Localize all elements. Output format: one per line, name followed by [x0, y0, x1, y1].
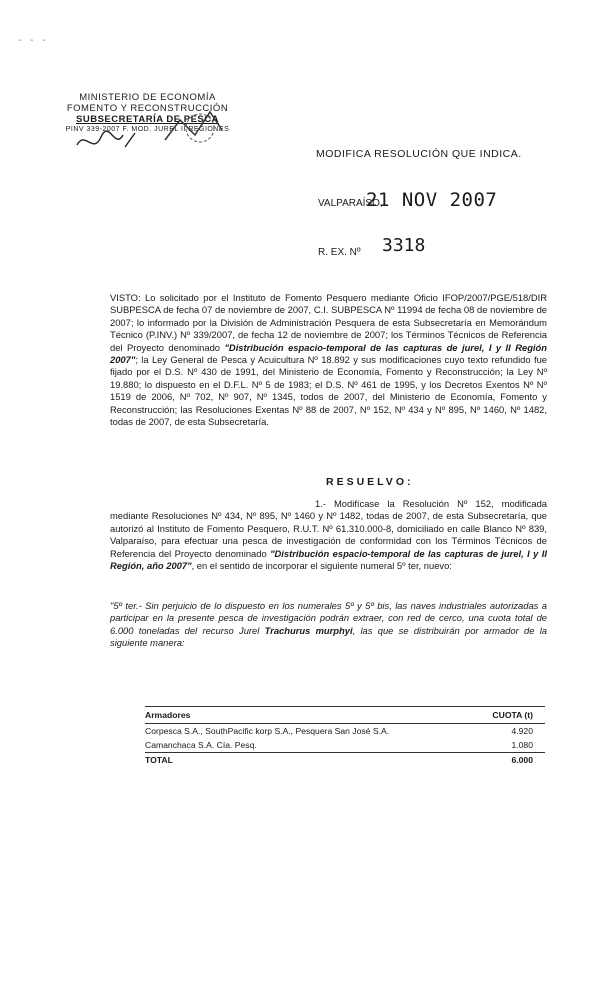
- resuelvo-heading: RESUELVO:: [326, 476, 414, 488]
- point-1-text-2: , en el sentido de incorporar el siguiente numeral 5º ter, nuevo:: [191, 560, 452, 572]
- resolution-number: 3318: [382, 235, 426, 256]
- resolution-number-label: R. EX. Nº: [318, 247, 361, 258]
- cuota-value: 4.920: [511, 726, 533, 736]
- stamp-line-4: PINV 339-2007 F. MOD. JUREL II REGIONES: [65, 126, 230, 133]
- armador-name: Camanchaca S.A. Cía. Pesq.: [145, 740, 257, 750]
- point-1-text: 1.- Modifícase la Resolución Nº 152, modificada mediante Resoluciones Nº 434, Nº 895, Nº 1460 y Nº 1482, todas de 2007, de esta Subsecretaría, que autorizó al Instituto de Fomento Pesquero, R.U.T. Nº 61.310.000-8, domiciliado en calle Blanco Nº 839, Valparaíso, para efectuar una pesca de investigación de conformidad con los Términos Técnicos de Referencia del Proyecto denominado: [110, 498, 547, 559]
- point-1-paragraph: [110, 498, 547, 572]
- header-armadores: Armadores: [145, 710, 191, 720]
- visto-label: VISTO:: [110, 292, 141, 303]
- species-name: Trachurus murphyi: [264, 624, 353, 636]
- numeral-5-ter-text: [110, 600, 547, 650]
- stamp-line-1: MINISTERIO DE ECONOMÍA: [79, 92, 216, 103]
- official-seal-icon: [160, 100, 230, 160]
- date-stamp: 21 NOV 2007: [366, 189, 498, 211]
- visto-text: Lo solicitado por el Instituto de Fomento Pesquero mediante Oficio IFOP/2007/PGE/518/DIR SUBPESCA de fecha 07 de noviembre de 2007, C.I. SUBPESCA Nº 11994 de fecha 08 de noviembre de 2007; lo informado por la División de Administración Pesquera de esta Subsecretaría en Memorándum Técnico (P.INV.) Nº 339/2007, de fecha 12 de noviembre de 2007; los Términos Técnicos de Referencia del Proyecto denominado: [110, 292, 547, 353]
- table-row: [145, 724, 545, 738]
- visto-paragraph: [110, 292, 547, 428]
- table-header: [145, 706, 545, 724]
- armador-name: Corpesca S.A., SouthPacific korp S.A., Pesquera San José S.A.: [145, 726, 390, 736]
- visto-text-2: ; la Ley General de Pesca y Acuicultura Nº 18.892 y sus modificaciones cuyo texto refundido fue fijado por el D.S. Nº 430 de 1991, del Ministerio de Economía, Fomento y Reconstrucción; la Ley Nº 19.880; lo dispuesto en el D.F.L. Nº 5 de 1983; el D.S. Nº 461 de 1995, y los Decretos Exentos Nº Nº 1519 de 2006, Nº 702, Nº 907, Nº 1345, todos de 2007, del Ministerio de Economía, Fomento y Reconstrucción; las Resoluciones Exentas Nº 88 de 2007, Nº 152, Nº 434 y Nº 895, Nº 1460, Nº 1482, todas de 2007, de esta Subsecretaría.: [110, 354, 547, 428]
- table-row: [145, 738, 545, 752]
- quote-text: "5º ter.- Sin perjuicio de lo dispuesto en los numerales 5º y 5º bis, las naves industriales autorizadas a participar en la presente pesca de investigación podrán extraer, con red de cerco, una cuota total de 6.000 toneladas del recurso Jurel: [110, 600, 547, 636]
- stamp-line-3: SUBSECRETARÍA DE PESCA: [76, 114, 219, 125]
- stamp-line-2: FOMENTO Y RECONSTRUCCIÓN: [66, 103, 229, 114]
- total-value: 6.000: [511, 755, 533, 765]
- point-1-project-title: "Distribución espacio-temporal de las capturas de jurel, I y II Región, año 2007": [110, 547, 547, 572]
- cuota-value: 1.080: [511, 740, 533, 750]
- visto-project-title: "Distribución espacio-temporal de las capturas de jurel, I y II Región 2007": [110, 341, 547, 366]
- date-label: VALPARAÍSO,: [318, 198, 383, 209]
- quota-table: [145, 706, 545, 767]
- quote-text-2: , las que se distribuirán por armador de la siguiente manera:: [110, 624, 548, 649]
- handwritten-initials-icon: [75, 125, 155, 160]
- total-label: TOTAL: [145, 755, 173, 765]
- header-cuota: CUOTA (t): [492, 710, 533, 720]
- document-subject: MODIFICA RESOLUCIÓN QUE INDICA.: [316, 148, 522, 160]
- top-margin-mark: - - -: [18, 35, 49, 46]
- table-total-row: [145, 752, 545, 767]
